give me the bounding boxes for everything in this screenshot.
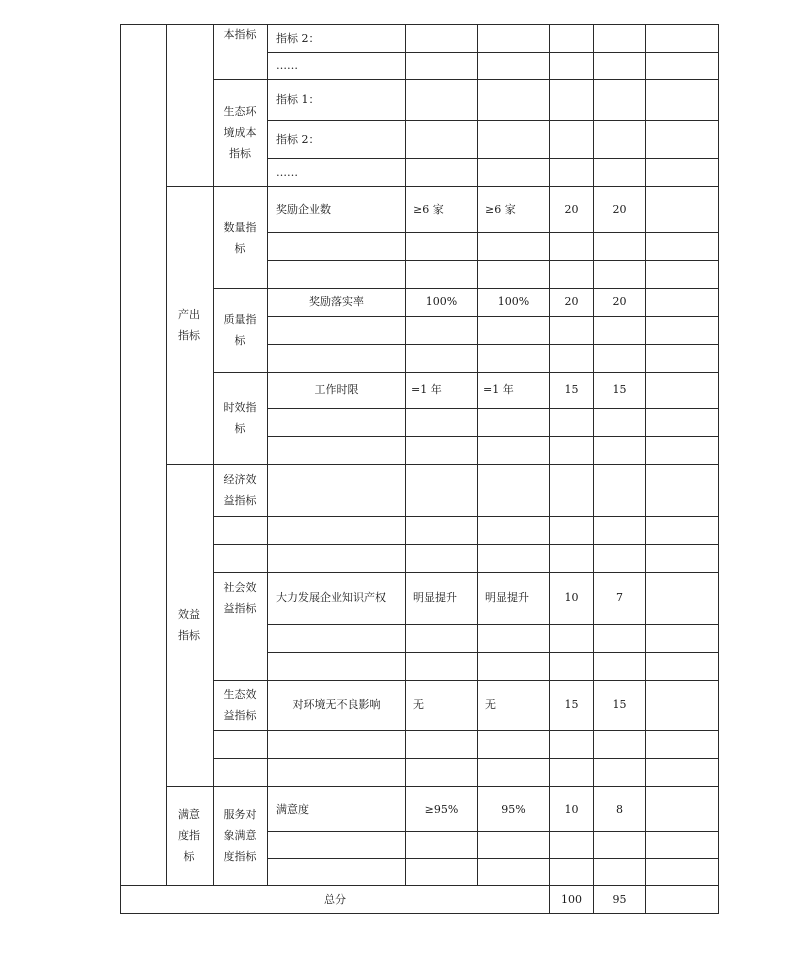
grid-line [267, 260, 719, 261]
quantity-row-actual: ≥6 家 [485, 203, 516, 216]
grid-line [405, 24, 406, 885]
ecological-row-weight: 15 [564, 698, 579, 711]
ecological-benefit-label: 生态效益指标 [223, 688, 257, 722]
grid-line [166, 186, 719, 187]
quantity-indicator-label: 数量指标 [223, 221, 257, 255]
quality-row-name: 奖励落实率 [309, 295, 364, 308]
total-weight: 100 [561, 893, 582, 906]
timeliness-row-name: 工作时限 [314, 383, 359, 396]
grid-line [477, 24, 478, 885]
quality-indicator-label: 质量指标 [223, 313, 257, 347]
grid-line [213, 24, 214, 885]
social-row-target: 明显提升 [413, 591, 457, 604]
social-row-actual: 明显提升 [485, 591, 529, 604]
timeliness-row-weight: 15 [564, 383, 579, 396]
grid-line [213, 79, 719, 80]
quality-row-weight: 20 [564, 295, 579, 308]
timeliness-row-target: =1 年 [411, 383, 442, 396]
quantity-row-name: 奖励企业数 [276, 203, 331, 216]
timeliness-indicator-label: 时效指标 [223, 401, 257, 435]
ecological-row-name: 对环境无不良影响 [292, 698, 381, 711]
grid-line [120, 24, 719, 25]
grid-line [213, 680, 719, 681]
satisfaction-row-name: 满意度 [276, 803, 309, 816]
social-row-weight: 10 [564, 591, 579, 604]
grid-line [267, 624, 719, 625]
timeliness-row-score: 15 [612, 383, 627, 396]
grid-line [213, 730, 719, 731]
grid-line [267, 316, 719, 317]
quantity-row-weight: 20 [564, 203, 579, 216]
grid-line [267, 232, 719, 233]
grid-line [166, 786, 719, 787]
satisfaction-indicator-label: 满意度指标 [178, 808, 200, 863]
total-score: 95 [612, 893, 627, 906]
grid-line [213, 572, 719, 573]
quantity-row-score: 20 [612, 203, 627, 216]
grid-line [120, 913, 719, 914]
grid-line [213, 372, 719, 373]
quality-row-actual: 100% [497, 295, 530, 308]
social-row-score: 7 [616, 591, 623, 604]
timeliness-row-actual: =1 年 [483, 383, 514, 396]
indicator-1-label: 指标 1： [276, 93, 320, 106]
ellipsis-placeholder: …… [276, 59, 298, 72]
eco-cost-indicator-label: 生态环境成本指标 [223, 105, 257, 160]
output-indicator-label: 产出指标 [178, 308, 200, 342]
indicator-2-label: 指标 2： [276, 32, 320, 45]
social-benefit-label: 社会效益指标 [223, 581, 257, 615]
ecological-row-actual: 无 [485, 698, 496, 711]
quantity-row-target: ≥6 家 [413, 203, 444, 216]
grid-line [166, 464, 719, 465]
grid-line [267, 831, 719, 832]
grid-line [267, 652, 719, 653]
satisfaction-row-weight: 10 [564, 803, 579, 816]
quality-row-score: 20 [612, 295, 627, 308]
grid-line [267, 158, 719, 159]
grid-line [267, 120, 719, 121]
grid-line [213, 758, 719, 759]
grid-line [267, 24, 268, 885]
grid-line [166, 24, 167, 885]
benefit-indicator-label: 效益指标 [178, 608, 200, 642]
ecological-row-score: 15 [612, 698, 627, 711]
grid-line [213, 544, 719, 545]
grid-line [267, 858, 719, 859]
grid-line [120, 24, 121, 914]
economic-benefit-label: 经济效益指标 [223, 473, 257, 507]
total-label: 总分 [324, 893, 346, 906]
satisfaction-row-actual: 95% [501, 803, 526, 816]
grid-line [267, 436, 719, 437]
ellipsis-placeholder: …… [276, 166, 298, 179]
social-row-name: 大力发展企业知识产权 [276, 591, 386, 604]
satisfaction-row-target: ≥95% [424, 803, 459, 816]
quality-row-target: 100% [425, 295, 458, 308]
grid-line [120, 885, 719, 886]
grid-line [213, 288, 719, 289]
service-satisfaction-label: 服务对象满意度指标 [223, 808, 257, 863]
grid-line [267, 52, 719, 53]
indicator-2-label: 指标 2： [276, 133, 320, 146]
grid-line [267, 344, 719, 345]
ecological-row-target: 无 [413, 698, 424, 711]
eco-cost-partial-label: 本指标 [223, 28, 257, 41]
satisfaction-row-score: 8 [616, 803, 623, 816]
grid-line [267, 408, 719, 409]
grid-line [213, 516, 719, 517]
